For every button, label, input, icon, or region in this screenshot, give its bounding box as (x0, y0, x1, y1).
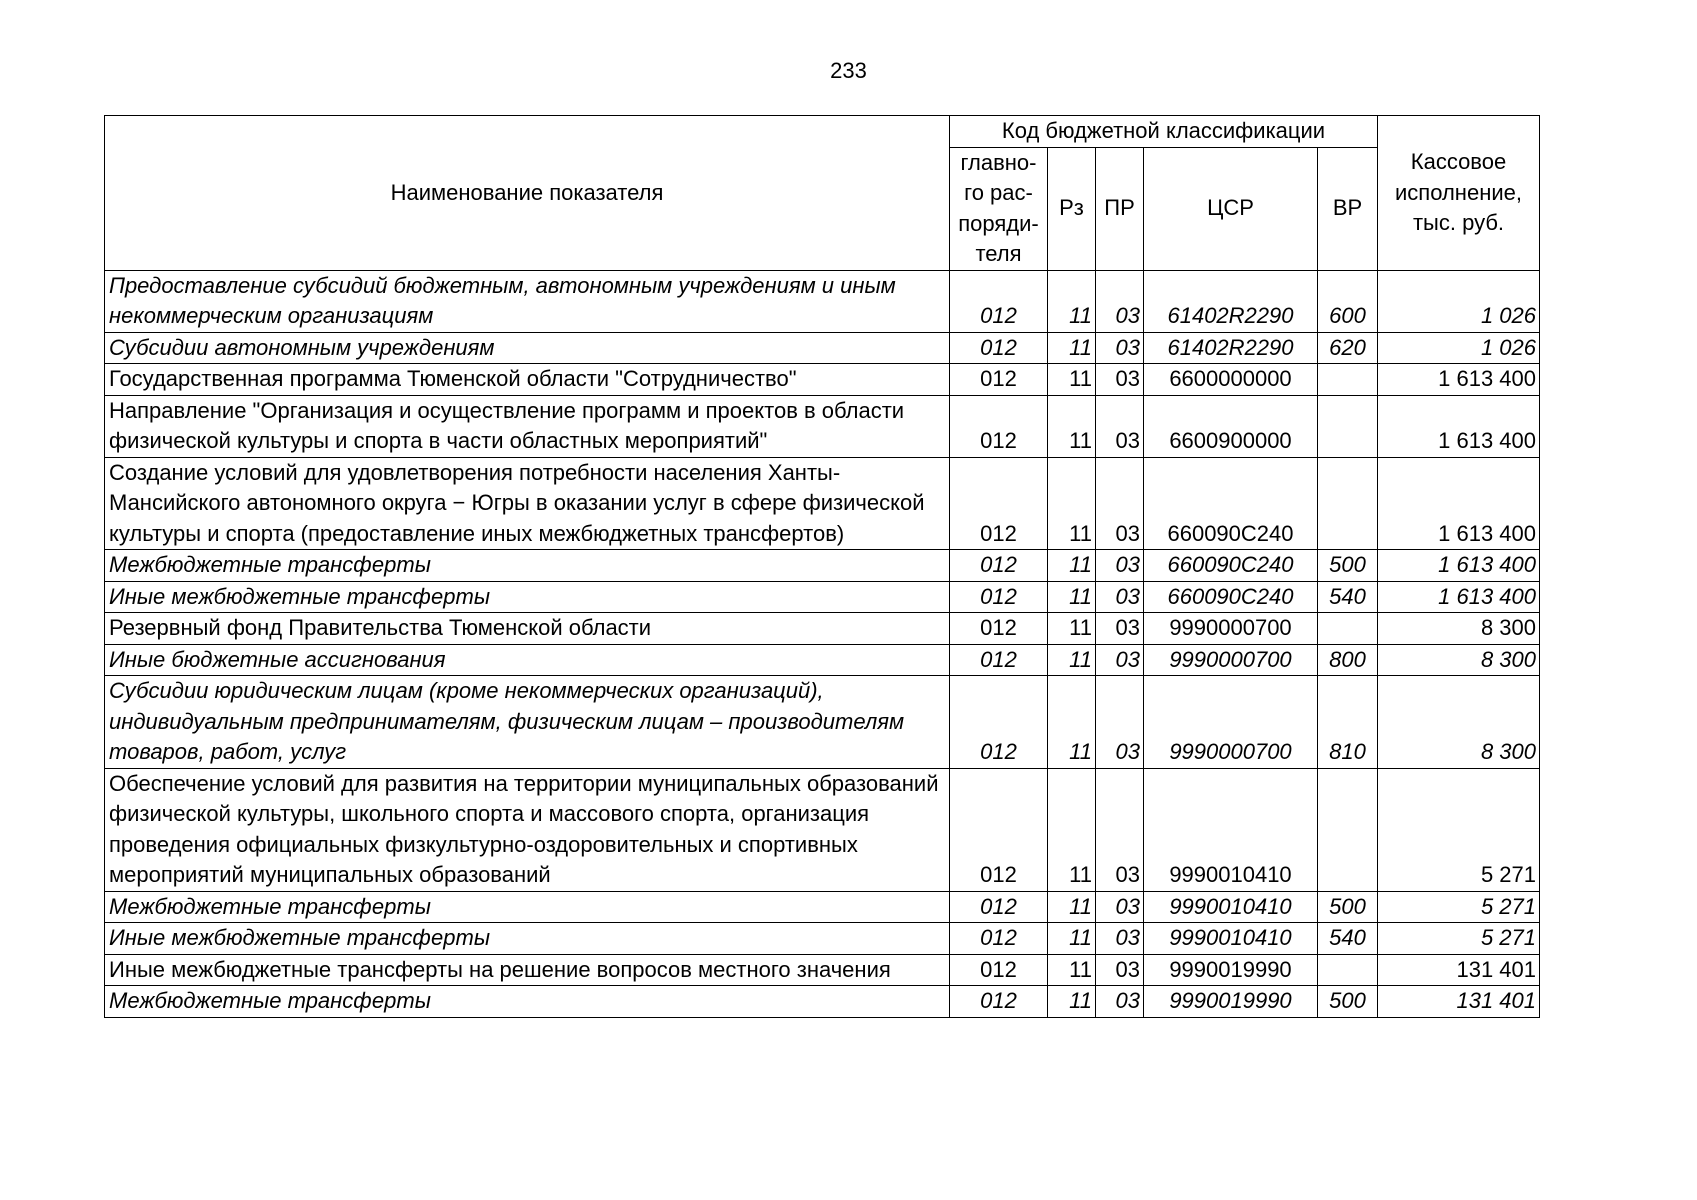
table-body (105, 270, 1540, 1017)
table-row (105, 270, 1540, 332)
row-name: Межбюджетные трансферты (105, 891, 950, 923)
table-row (105, 923, 1540, 955)
row-amount: 131 401 (1378, 954, 1540, 986)
row-gr: 012 (950, 457, 1048, 550)
row-vr: 540 (1318, 923, 1378, 955)
row-rz: 11 (1048, 986, 1096, 1018)
header-pr: ПР (1096, 147, 1144, 270)
row-vr (1318, 768, 1378, 891)
row-csr: 9990019990 (1144, 986, 1318, 1018)
row-vr: 540 (1318, 581, 1378, 613)
row-rz: 11 (1048, 457, 1096, 550)
row-gr: 012 (950, 270, 1048, 332)
row-pr: 03 (1096, 891, 1144, 923)
row-pr: 03 (1096, 954, 1144, 986)
row-pr: 03 (1096, 332, 1144, 364)
row-amount: 8 300 (1378, 644, 1540, 676)
row-gr: 012 (950, 395, 1048, 457)
row-gr: 012 (950, 986, 1048, 1018)
budget-table (104, 115, 1540, 1018)
table-row (105, 550, 1540, 582)
table-row (105, 364, 1540, 396)
header-rz: Рз (1048, 147, 1096, 270)
row-rz: 11 (1048, 644, 1096, 676)
row-amount: 1 613 400 (1378, 457, 1540, 550)
row-amount: 5 271 (1378, 923, 1540, 955)
header-code-group: Код бюджетной классификации (950, 116, 1378, 148)
table-row (105, 676, 1540, 769)
row-gr: 012 (950, 768, 1048, 891)
table-row (105, 457, 1540, 550)
row-csr: 9990000700 (1144, 676, 1318, 769)
row-csr: 9990010410 (1144, 891, 1318, 923)
row-pr: 03 (1096, 613, 1144, 645)
row-name: Направление "Организация и осуществление программ и проектов в области физической культуры и спорта в части областных мероприятий" (105, 395, 950, 457)
row-gr: 012 (950, 954, 1048, 986)
row-rz: 11 (1048, 923, 1096, 955)
row-gr: 012 (950, 364, 1048, 396)
row-csr: 660090C240 (1144, 457, 1318, 550)
row-gr: 012 (950, 550, 1048, 582)
row-name: Государственная программа Тюменской области "Сотрудничество" (105, 364, 950, 396)
row-csr: 9990010410 (1144, 768, 1318, 891)
row-pr: 03 (1096, 270, 1144, 332)
row-amount: 1 613 400 (1378, 581, 1540, 613)
table-row (105, 332, 1540, 364)
row-amount: 1 613 400 (1378, 364, 1540, 396)
row-name: Предоставление субсидий бюджетным, автономным учреждениям и иным некоммерческим организациям (105, 270, 950, 332)
row-amount: 8 300 (1378, 613, 1540, 645)
row-vr (1318, 457, 1378, 550)
row-amount: 1 026 (1378, 270, 1540, 332)
row-name: Обеспечение условий для развития на территории муниципальных образований физической культуры, школьного спорта и массового спорта, организация проведения официальных физкультурно-оздоровительных и спортивных мероприятий муниципальных образований (105, 768, 950, 891)
row-rz: 11 (1048, 768, 1096, 891)
row-rz: 11 (1048, 676, 1096, 769)
table-row (105, 768, 1540, 891)
row-pr: 03 (1096, 986, 1144, 1018)
row-name: Резервный фонд Правительства Тюменской области (105, 613, 950, 645)
table-row (105, 986, 1540, 1018)
row-vr (1318, 954, 1378, 986)
row-rz: 11 (1048, 581, 1096, 613)
row-pr: 03 (1096, 676, 1144, 769)
row-pr: 03 (1096, 364, 1144, 396)
row-pr: 03 (1096, 581, 1144, 613)
row-pr: 03 (1096, 550, 1144, 582)
row-rz: 11 (1048, 613, 1096, 645)
row-amount: 5 271 (1378, 891, 1540, 923)
row-vr (1318, 364, 1378, 396)
row-vr: 810 (1318, 676, 1378, 769)
header-csr: ЦСР (1144, 147, 1318, 270)
row-vr: 800 (1318, 644, 1378, 676)
row-name: Иные межбюджетные трансферты на решение вопросов местного значения (105, 954, 950, 986)
row-name: Субсидии автономным учреждениям (105, 332, 950, 364)
row-rz: 11 (1048, 395, 1096, 457)
row-rz: 11 (1048, 954, 1096, 986)
row-csr: 9990019990 (1144, 954, 1318, 986)
row-vr: 500 (1318, 891, 1378, 923)
row-amount: 5 271 (1378, 768, 1540, 891)
row-csr: 6600000000 (1144, 364, 1318, 396)
table-row (105, 954, 1540, 986)
row-rz: 11 (1048, 270, 1096, 332)
row-pr: 03 (1096, 923, 1144, 955)
row-pr: 03 (1096, 457, 1144, 550)
row-vr (1318, 613, 1378, 645)
header-name: Наименование показателя (105, 116, 950, 271)
row-csr: 9990000700 (1144, 644, 1318, 676)
row-rz: 11 (1048, 364, 1096, 396)
row-pr: 03 (1096, 644, 1144, 676)
row-name: Иные бюджетные ассигнования (105, 644, 950, 676)
header-glavnogo: главно-го рас-поряди-теля (950, 147, 1048, 270)
row-vr: 600 (1318, 270, 1378, 332)
row-gr: 012 (950, 613, 1048, 645)
row-name: Межбюджетные трансферты (105, 550, 950, 582)
row-pr: 03 (1096, 768, 1144, 891)
row-csr: 9990010410 (1144, 923, 1318, 955)
row-amount: 1 613 400 (1378, 550, 1540, 582)
header-vr: ВР (1318, 147, 1378, 270)
row-amount: 1 026 (1378, 332, 1540, 364)
row-vr: 500 (1318, 986, 1378, 1018)
row-rz: 11 (1048, 332, 1096, 364)
row-name: Межбюджетные трансферты (105, 986, 950, 1018)
row-pr: 03 (1096, 395, 1144, 457)
row-amount: 131 401 (1378, 986, 1540, 1018)
row-gr: 012 (950, 676, 1048, 769)
row-amount: 8 300 (1378, 676, 1540, 769)
row-gr: 012 (950, 891, 1048, 923)
row-csr: 660090C240 (1144, 581, 1318, 613)
row-name: Создание условий для удовлетворения потребности населения Ханты-Мансийского автономного округа − Югры в оказании услуг в сфере физической культуры и спорта (предоставление иных межбюджетных трансфертов) (105, 457, 950, 550)
row-rz: 11 (1048, 891, 1096, 923)
row-csr: 9990000700 (1144, 613, 1318, 645)
page-number: 233 (830, 58, 867, 83)
row-csr: 61402R2290 (1144, 332, 1318, 364)
row-gr: 012 (950, 923, 1048, 955)
row-amount: 1 613 400 (1378, 395, 1540, 457)
row-csr: 660090C240 (1144, 550, 1318, 582)
row-gr: 012 (950, 644, 1048, 676)
table-row (105, 613, 1540, 645)
row-name: Иные межбюджетные трансферты (105, 923, 950, 955)
row-name: Субсидии юридическим лицам (кроме некоммерческих организаций), индивидуальным предпринимателям, физическим лицам – производителям товаров, работ, услуг (105, 676, 950, 769)
row-csr: 61402R2290 (1144, 270, 1318, 332)
row-vr: 500 (1318, 550, 1378, 582)
header-kassovoe: Кассовое исполнение, тыс. руб. (1378, 116, 1540, 271)
row-name: Иные межбюджетные трансферты (105, 581, 950, 613)
row-vr (1318, 395, 1378, 457)
row-vr: 620 (1318, 332, 1378, 364)
table-row (105, 395, 1540, 457)
row-gr: 012 (950, 581, 1048, 613)
table-row (105, 644, 1540, 676)
row-rz: 11 (1048, 550, 1096, 582)
table-row (105, 891, 1540, 923)
row-csr: 6600900000 (1144, 395, 1318, 457)
row-gr: 012 (950, 332, 1048, 364)
table-row (105, 581, 1540, 613)
